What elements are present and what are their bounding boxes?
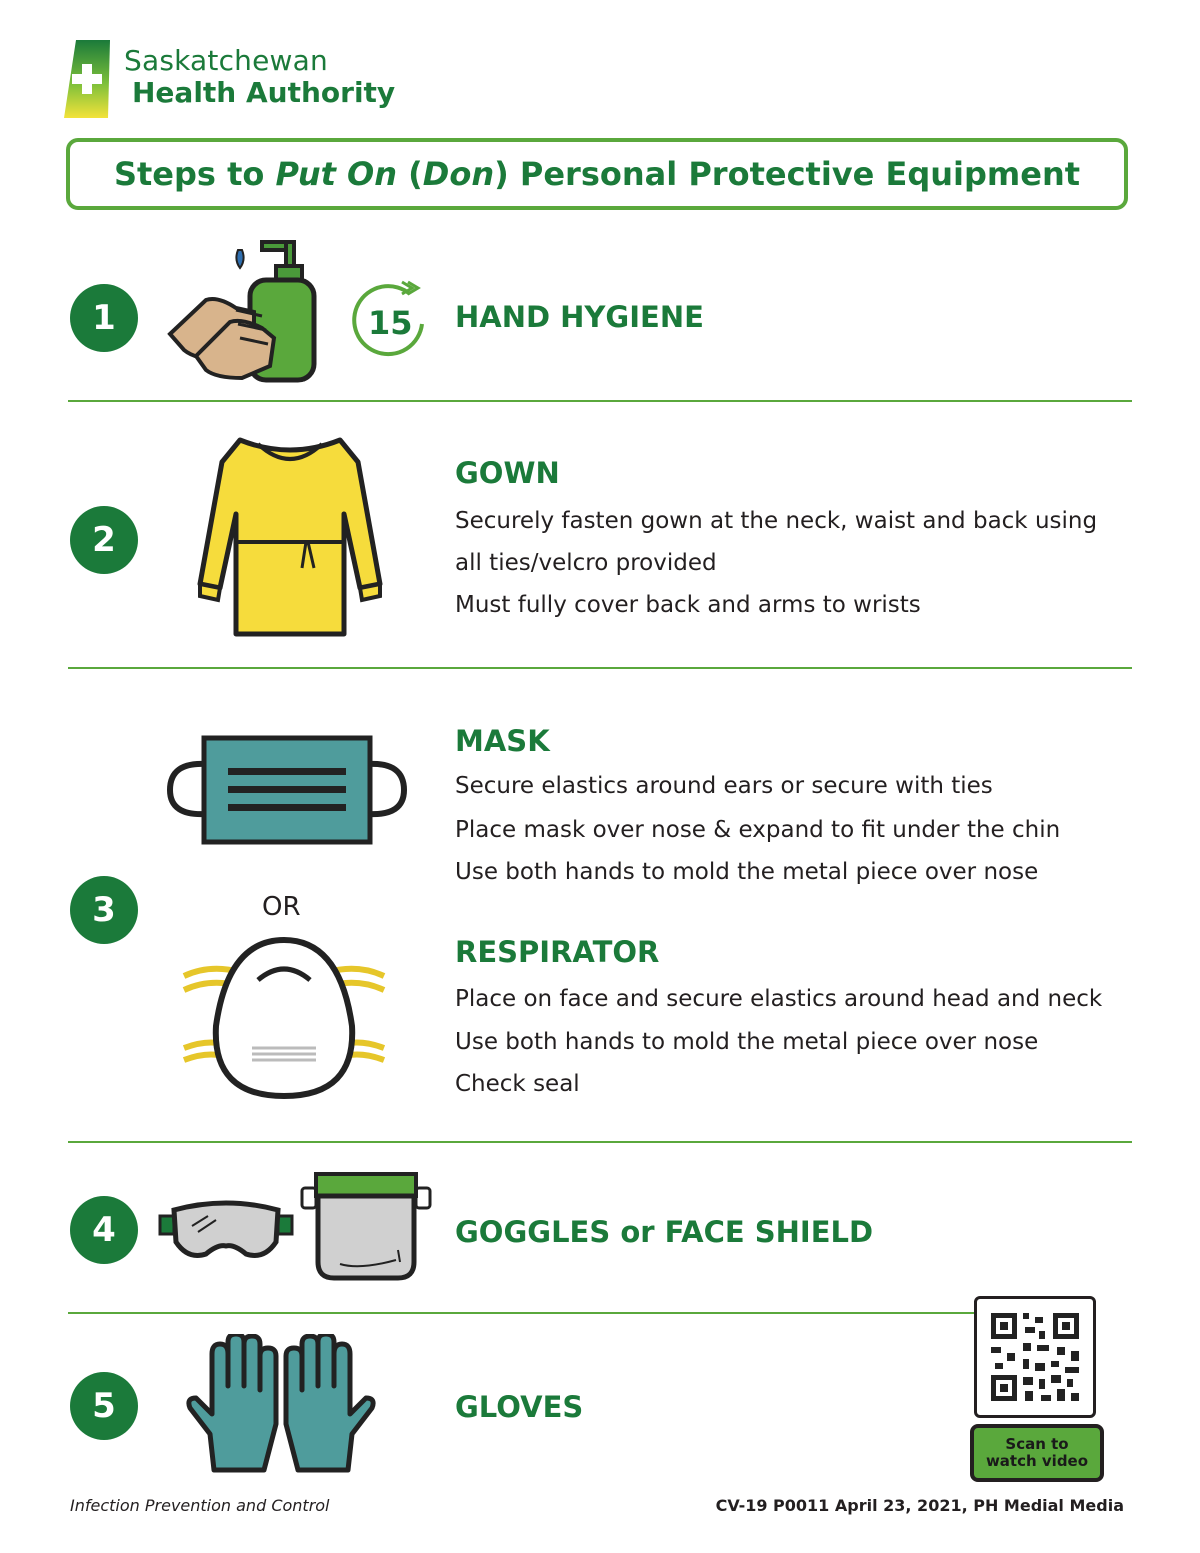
mask-instruction: Place mask over nose & expand to fit under the chin [455, 817, 1061, 843]
step-number-2: 2 [70, 506, 138, 574]
footer-department: Infection Prevention and Control [70, 1496, 330, 1515]
respirator-instruction: Check seal [455, 1071, 580, 1097]
face-shield-icon [300, 1170, 432, 1286]
qr-code-icon [977, 1299, 1093, 1415]
step-number-5: 5 [70, 1372, 138, 1440]
qr-label-line2: watch video [985, 1452, 1089, 1470]
page-title-box [66, 138, 1128, 210]
gown-instruction: Must fully cover back and arms to wrists [455, 592, 921, 618]
surgical-mask-icon [166, 734, 408, 852]
step-heading-gloves: GLOVES [455, 1390, 584, 1424]
qr-label-line1: Scan to [1005, 1435, 1069, 1453]
logo-cross-icon [62, 40, 114, 120]
divider [68, 1312, 974, 1314]
step-heading-mask: MASK [455, 724, 550, 758]
step-heading-goggles-face-shield: GOGGLES or FACE SHIELD [455, 1215, 874, 1249]
timer-label: 15 [368, 304, 413, 342]
step-heading-respirator: RESPIRATOR [455, 935, 660, 969]
footer-document-code: CV-19 P0011 April 23, 2021, PH Medial Media [715, 1496, 1124, 1515]
step-heading-gown: GOWN [455, 456, 560, 490]
divider [68, 400, 1132, 402]
gown-instruction: Securely fasten gown at the neck, waist and back using [455, 508, 1098, 534]
step-number-1: 1 [70, 284, 138, 352]
mask-instruction: Secure elastics around ears or secure with ties [455, 773, 993, 799]
divider [68, 667, 1132, 669]
hand-sanitizer-icon [166, 238, 326, 390]
page-title: Steps to Put On (Don) Personal Protective Equipment [113, 155, 1081, 193]
gown-instruction: all ties/velcro provided [455, 550, 717, 576]
goggles-icon [158, 1196, 294, 1270]
logo-name-line2: Health Authority [132, 76, 396, 109]
scan-to-watch-video-button[interactable] [970, 1424, 1104, 1482]
step-heading-hand-hygiene: HAND HYGIENE [455, 300, 704, 334]
or-label: OR [262, 892, 301, 922]
sha-logo [62, 40, 114, 120]
gown-icon [196, 434, 384, 644]
step-number-3: 3 [70, 876, 138, 944]
qr-code[interactable] [974, 1296, 1096, 1418]
divider [68, 1141, 1132, 1143]
respirator-icon [180, 936, 388, 1104]
gloves-icon [184, 1334, 378, 1478]
respirator-instruction: Use both hands to mold the metal piece over nose [455, 1029, 1039, 1055]
step-number-4: 4 [70, 1196, 138, 1264]
mask-instruction: Use both hands to mold the metal piece over nose [455, 859, 1039, 885]
logo-name-line1: Saskatchewan [124, 44, 328, 77]
respirator-instruction: Place on face and secure elastics around head and neck [455, 986, 1103, 1012]
timer-15-icon [350, 276, 430, 364]
